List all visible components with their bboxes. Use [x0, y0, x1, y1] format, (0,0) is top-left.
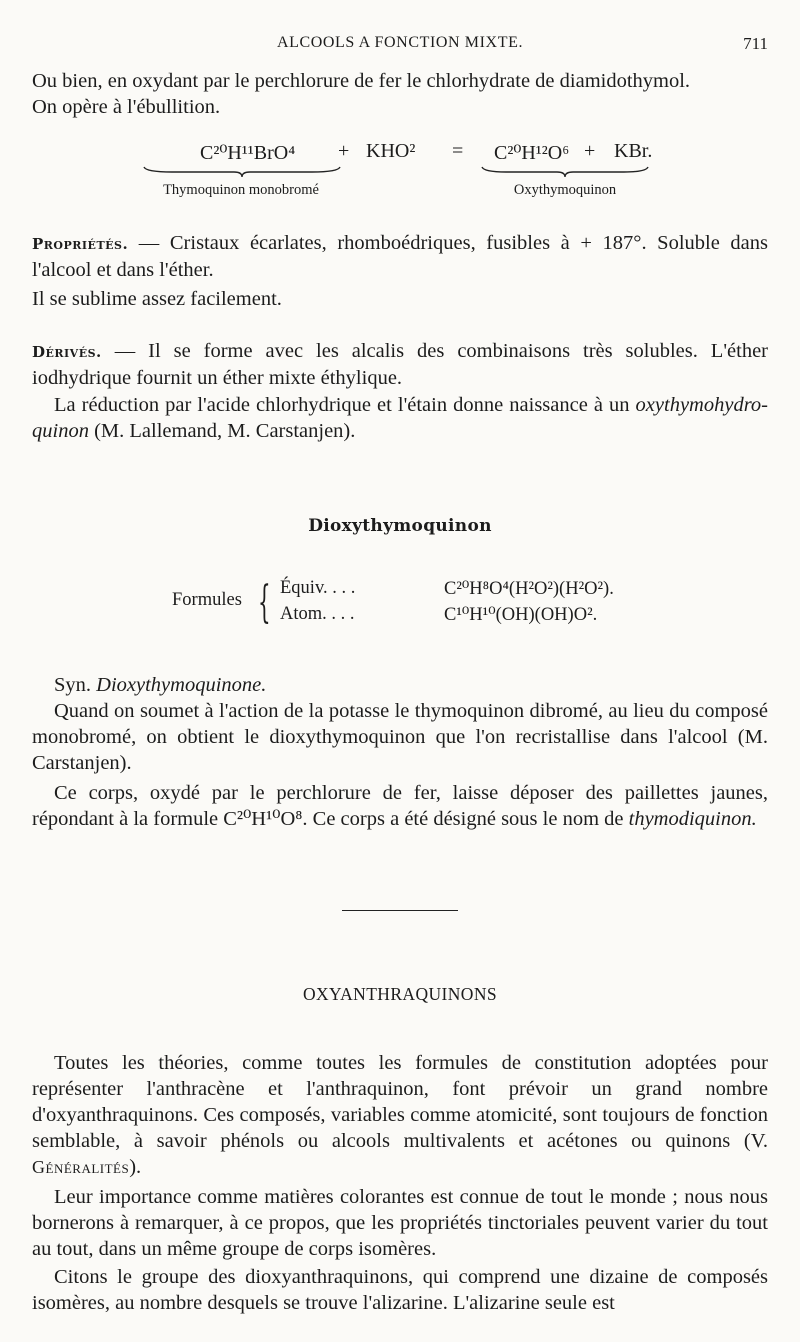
intro-line-1: Ou bien, en oxydant par le perchlorure de fer le chlorhydrate de diamidothymol.	[32, 70, 691, 92]
section-divider	[342, 910, 458, 911]
atom-formula: C¹⁰H¹⁰(OH)(OH)O².	[444, 605, 598, 625]
reduction-paragraph	[32, 392, 768, 444]
oxyanthra-paragraph-1	[32, 1050, 768, 1180]
reduction-text: La réduction par l'acide chlorhydrique et l'étain donne naissance à un	[54, 394, 636, 416]
equiv-label: Équiv. . . .	[280, 578, 356, 598]
page-number: 711	[743, 34, 768, 53]
oxyanthra-paragraph-2: Leur importance comme matières colorantes est connue de tout le monde ; nous nous bornerons à remarquer, à ce propos, que les propriétés tinctoriales peuvent varier du tout au tout, dans un même groupe de corps isomères.	[32, 1186, 768, 1260]
caption-oxythymoquinon: Oxythymoquinon	[513, 182, 617, 198]
running-title: ALCOOLS A FONCTION MIXTE.	[276, 34, 524, 51]
dioxy-paragraph-2	[32, 780, 768, 832]
curly-brace-icon: {	[258, 577, 271, 628]
caption-thymoquinon-monobrome: Thymoquinon monobromé	[163, 182, 319, 198]
oxyanthra-paragraph-3: Citons le groupe des dioxyanthraquinons, qui comprend une dizaine de composés isomères, au nombre desquels se trouve l'alizarine. L'alizarine seule est	[32, 1266, 768, 1314]
intro-line-2: On opère à l'ébullition.	[32, 96, 221, 118]
equation-product: C²⁰H¹²O⁶	[494, 142, 570, 164]
derives-label: Dérivés.	[32, 343, 102, 361]
proprietes-label: Propriétés.	[32, 235, 129, 253]
equation-plus: +	[338, 140, 350, 162]
thymodiquinon-term: thymodiquinon.	[628, 808, 757, 830]
synonym-name: Dioxythymoquinone.	[96, 674, 267, 696]
derives-text: — Il se forme avec les alcalis des combinaisons très solubles. L'éther iodhydrique fournit un éther mixte éthylique.	[32, 340, 768, 389]
reduction-authors: (M. Lallemand, M. Carstanjen).	[88, 420, 356, 442]
equiv-formula: C²⁰H⁸O⁴(H²O²)(H²O²).	[444, 579, 614, 599]
proprietes-line-2: Il se sublime assez facilement.	[32, 288, 282, 310]
reduction-product: oxythymohydro-quinon	[32, 394, 768, 442]
equation-plus-2: +	[584, 140, 596, 162]
equation-reagent: KHO²	[366, 140, 416, 162]
proprietes-paragraph	[32, 230, 768, 283]
proprietes-text: — Cristaux écarlates, rhomboédriques, fusibles à + 187°. Soluble dans l'alcool et dans l'éther.	[32, 232, 768, 281]
reaction-equation	[32, 140, 768, 212]
equation-equals: =	[452, 140, 464, 162]
section-title-oxyanthraquinons: OXYANTHRAQUINONS	[302, 984, 498, 1004]
formulas-block	[172, 574, 692, 634]
equation-reactant: C²⁰H¹¹BrO⁴	[200, 142, 296, 164]
dioxy-paragraph-1: Quand on soumet à l'action de la potasse le thymoquinon dibromé, au lieu du composé monobromé, on obtient le dioxythymoquinon que l'on recristallise dans l'alcool (M. Carstanjen).	[32, 700, 768, 774]
underbrace-left	[142, 166, 342, 178]
synonym-label: Syn.	[54, 674, 97, 696]
derives-paragraph	[32, 338, 768, 391]
page-header	[32, 34, 768, 58]
underbrace-right	[480, 166, 650, 178]
document-page	[32, 0, 768, 1342]
synonym-line	[32, 672, 768, 698]
equation-byproduct: KBr.	[614, 140, 653, 162]
dioxy-paragraph-2-text: Ce corps, oxydé par le perchlorure de fer, laisse déposer des paillettes jaunes, répondant à la formule C²⁰H¹⁰O⁸. Ce corps a été désigné sous le nom de	[32, 782, 768, 830]
formulas-label: Formules	[172, 590, 242, 610]
atom-label: Atom. . . .	[280, 604, 355, 624]
heading-dioxythymoquinon: Dioxythymoquinon	[308, 516, 492, 536]
oxyanthra-paragraph-1-text: Toutes les théories, comme toutes les formules de constitution adoptées pour représenter l'anthracène et l'anthraquinon, font prévoir un grand nombre d'oxyanthraquinons. Ces composés, variables comme atomicité, sont toujours de fonction semblable, à savoir phénols ou alcools multivalents et acétones ou quinons (V.	[32, 1052, 768, 1152]
generalites-reference: Généralités	[32, 1157, 130, 1177]
oxyanthra-paragraph-1-end: ).	[129, 1156, 142, 1178]
